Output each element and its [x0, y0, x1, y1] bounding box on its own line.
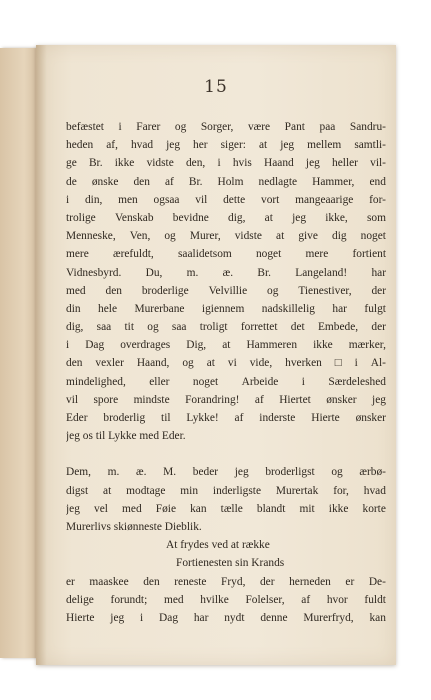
text-line: jeg os til Lykke med Eder.	[66, 430, 189, 443]
text-line: trolige Venskab bevidne dig, at jeg ikke, som	[66, 211, 386, 224]
text-line: delige forundt; med hvilke Folelser, af hvor fuldt	[66, 593, 386, 606]
text-line: heden af, hvad jeg her siger: at jeg mellem samtli-	[66, 139, 386, 152]
text-line: Dem, m. æ. M. beder jeg broderligst og ærbø-	[66, 466, 386, 479]
text-line: mindelighed, eller noget Arbeide i Særdeleshed	[66, 375, 386, 388]
text-line: i din, men ogsaa vil dette vort mangeaarige for-	[66, 193, 386, 206]
text-line: Eder broderlig til Lykke! af inderste Hierte ønsker	[66, 412, 386, 424]
text-line: i Dag overdrages Dig, at Hammeren ikke mærker,	[66, 339, 386, 352]
text-line: Hierte jeg i Dag har nydt denne Murerfryd, kan	[66, 611, 386, 624]
text-line: de ønske den af Br. Holm nedlagte Hammer, end	[66, 175, 386, 188]
page-text	[66, 118, 386, 627]
text-line: med den broderlige Velvillie og Tienestiver, der	[66, 284, 386, 297]
text-line: ge Br. ikke vidste den, i hvis Haand jeg heller vil-	[66, 157, 386, 170]
verse-line: Fortienesten sin Krands	[176, 557, 288, 570]
text-line: Menneske, Ven, og Murer, vidste at give dig noget	[66, 230, 386, 243]
verse-line: At frydes ved at række	[166, 539, 273, 552]
text-line: den vexler Haand, og at vi vide, hverken □ i Al-	[66, 357, 386, 370]
text-line: befæstet i Farer og Sorger, være Pant paa Sandru-	[66, 121, 386, 133]
text-line: Murerlivs skiønneste Dieblik.	[66, 520, 205, 533]
text-line: din hele Murerbane igiennem nadskillelig har fulgt	[66, 302, 386, 315]
book-page	[36, 45, 396, 665]
text-line: Vidnesbyrd. Du, m. æ. Br. Langeland! har	[66, 266, 386, 279]
text-line: digst at modtage min inderligste Murertak for, hvad	[66, 484, 386, 497]
text-line: er maaskee den reneste Fryd, der herneden er De-	[66, 575, 386, 588]
page-number: 15	[204, 77, 228, 97]
text-line: vil spore mindste Forandring! af Hiertet ønsker jeg	[66, 393, 386, 406]
text-line: jeg vel med Føie kan tælle blandt mit ikke korte	[66, 502, 386, 515]
paragraph-gap	[66, 445, 386, 463]
text-line: dig, saa tit og saa troligt forrettet det Embede, der	[66, 321, 386, 334]
text-line: mere ærefuldt, saalidetsom noget mere fortient	[66, 248, 386, 261]
